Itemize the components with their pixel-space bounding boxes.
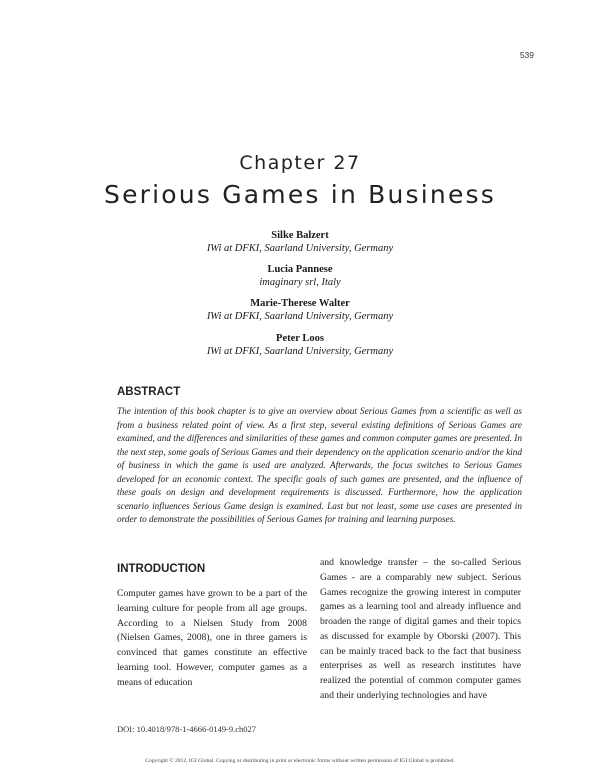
introduction-right-column: and knowledge transfer – the so-called Serious Games - are a comparably new subject. Serious Games recognize the growing interest in computer games as a learning tool and already influence and broaden the range of digital games and their topics as discussed for example by Oborski (2007). This can be mainly traced back to the fact that business enterprises as well as research institutes have realized the potential of common computer games and their underlying technologies and have	[320, 557, 521, 701]
author-name: Lucia Pannese	[267, 264, 333, 275]
doi: DOI: 10.4018/978-1-4666-0149-9.ch027	[117, 724, 257, 734]
introduction-heading: INTRODUCTION	[117, 563, 206, 575]
author-block	[0, 229, 600, 255]
chapter-title: Serious Games in Business	[104, 180, 496, 209]
author-block	[0, 332, 600, 358]
author-name: Peter Loos	[276, 333, 324, 344]
page-number: 539	[519, 50, 534, 60]
abstract-text: The intention of this book chapter is to give an overview about Serious Games from a scientific as well as from a business related point of view. As a first step, several existing definitions of Serious Games are examined, and the differences and similarities of these games and common computer games are presented. In the next step, some goals of Serious Games and their dependency on the application scenario and/or the kind of business in which the game is used are analyzed. Afterwards, the focus switches to Serious Games developed for an economic context. The specific goals of such games are presented, and the influence of these goals on design and development requirements is discussed. Furthermore, how the application scenario influences Serious Game design is examined. Last but not least, some use cases are presented in order to demonstrate the possibilities of Serious Games for training and learning purposes.	[117, 407, 522, 526]
introduction-left-column: Computer games have grown to be a part of the learning culture for people from all age groups. According to a Nielsen Study from 2008 (Nielsen Games, 2008), one in three gamers is convinced that games constitute an effective learning tool. However, computer games as a means of education	[117, 588, 307, 688]
chapter-label: Chapter 27	[239, 152, 361, 174]
author-block	[0, 263, 600, 289]
author-affiliation: IWi at DFKI, Saarland University, Germany	[206, 311, 394, 322]
abstract-heading: ABSTRACT	[117, 386, 181, 398]
author-block	[0, 297, 600, 323]
author-name: Marie-Therese Walter	[250, 298, 350, 309]
author-affiliation: IWi at DFKI, Saarland University, Germany	[206, 243, 394, 254]
author-affiliation: IWi at DFKI, Saarland University, Germany	[206, 346, 394, 357]
author-affiliation: imaginary srl, Italy	[259, 277, 341, 288]
copyright-notice: Copyright © 2012, IGI Global. Copying or distributing in print or electronic forms without written permission of IGI Global is prohibited.	[145, 758, 455, 764]
author-name: Silke Balzert	[271, 230, 329, 241]
